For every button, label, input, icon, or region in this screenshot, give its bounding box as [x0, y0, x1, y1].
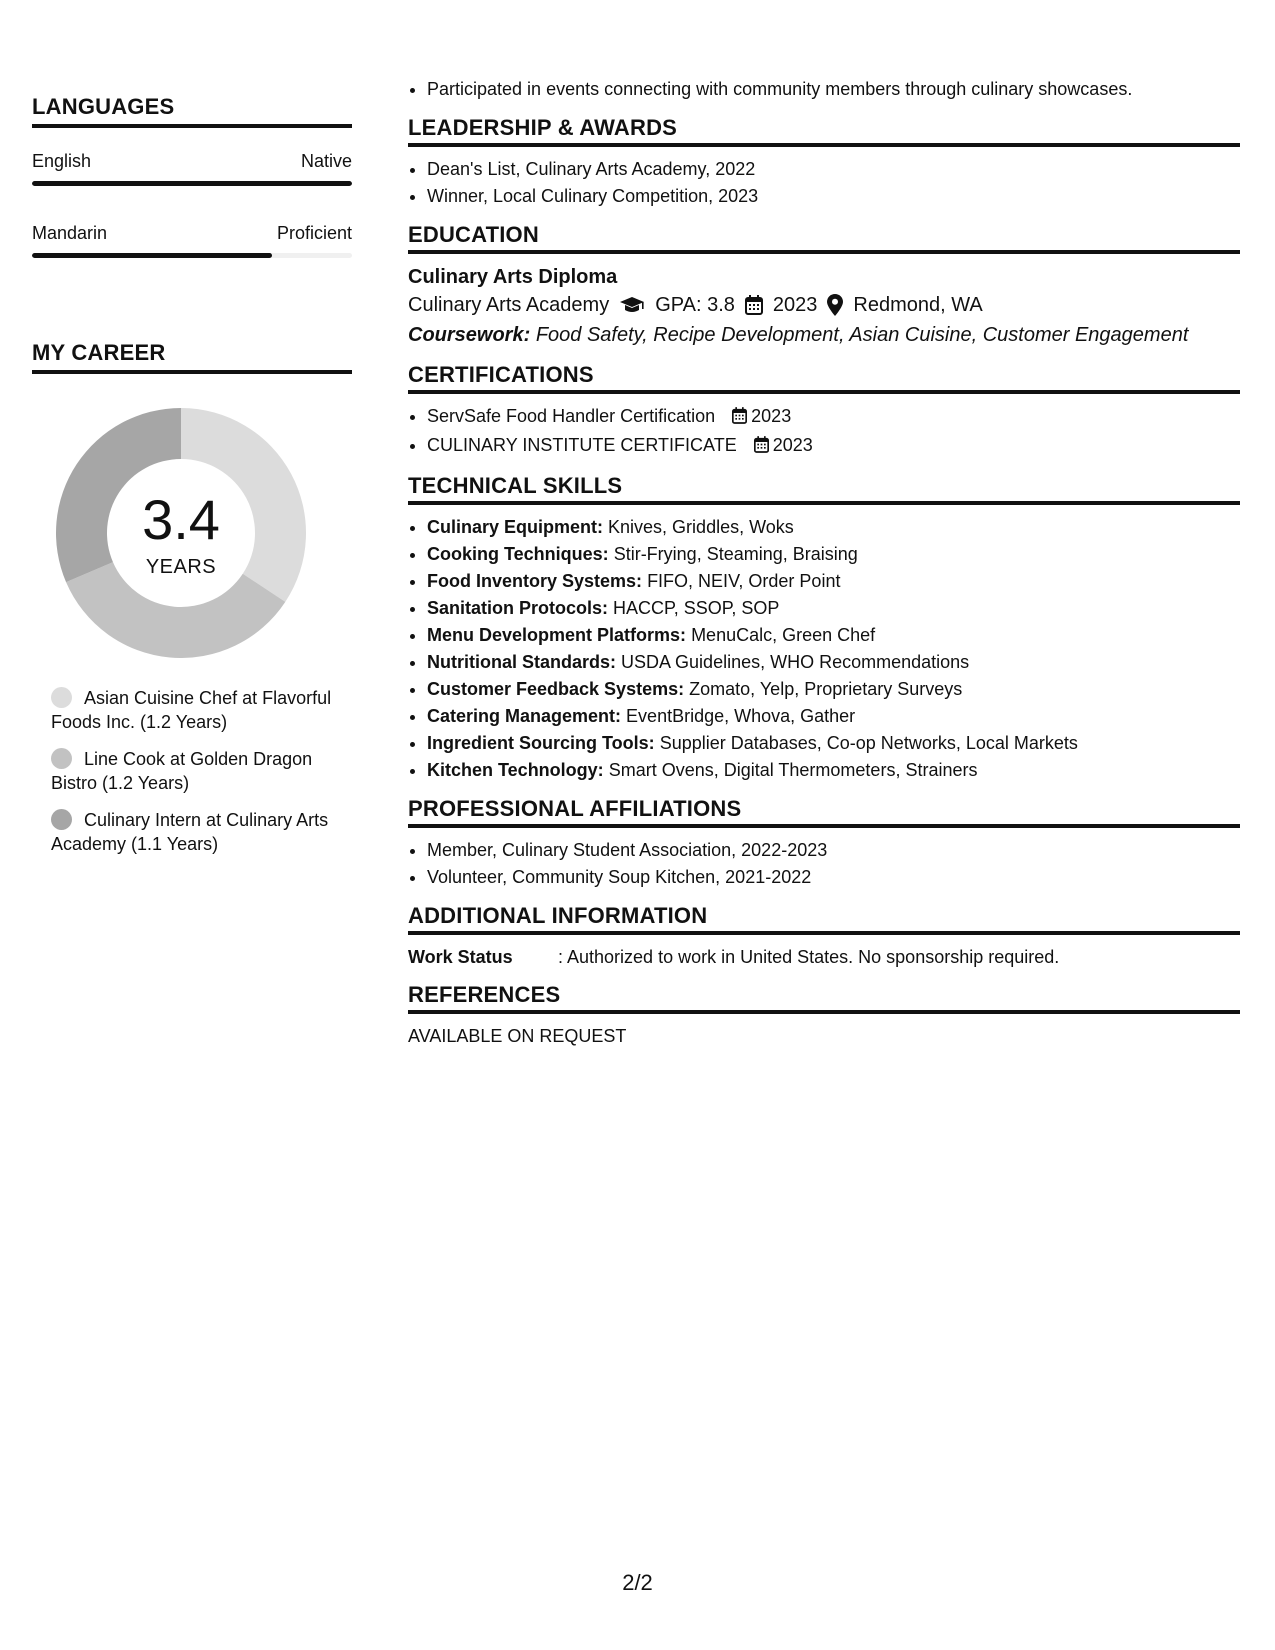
skill-value: MenuCalc, Green Chef: [691, 625, 876, 645]
language-name: Mandarin: [32, 223, 108, 243]
skill-value: USDA Guidelines, WHO Recommendations: [621, 652, 970, 672]
section-heading: CERTIFICATIONS: [408, 362, 1240, 394]
skill-item: [427, 730, 1240, 757]
list-item: • Member, Culinary Student Association, 2022-2023: [427, 837, 1240, 864]
list-item: • Dean's List, Culinary Arts Academy, 2022: [427, 156, 1240, 183]
career-legend-item: [51, 747, 341, 795]
education-section: [408, 222, 1240, 350]
skill-item: [427, 622, 1240, 649]
language-mandarin: [32, 222, 352, 258]
certifications-section: [408, 362, 1240, 461]
education-school: Culinary Arts Academy: [408, 294, 610, 316]
certification-name: ServSafe Food Handler Certification: [427, 406, 716, 426]
certification-year: 2023: [772, 435, 813, 455]
list-item: [427, 403, 1240, 432]
legend-swatch: [51, 687, 72, 708]
language-name: English: [32, 151, 92, 171]
page-number: 2/2: [622, 1570, 653, 1595]
skill-label: Catering Management:: [427, 706, 622, 726]
language-proficiency-bar: [32, 253, 352, 258]
education-year: 2023: [772, 294, 818, 316]
skill-value: Zomato, Yelp, Proprietary Surveys: [689, 679, 963, 699]
career-heading: MY CAREER: [32, 340, 352, 374]
skill-label: Sanitation Protocols:: [427, 598, 609, 618]
languages-heading: LANGUAGES: [32, 94, 352, 128]
affiliations-list: [408, 837, 1240, 891]
language-proficiency-fill: [32, 253, 272, 258]
coursework-label: Coursework:: [408, 324, 531, 346]
skill-label: Cooking Techniques:: [427, 544, 609, 564]
legend-label: Line Cook at Golden Dragon Bistro (1.2 Years): [51, 749, 313, 793]
skill-value: HACCP, SSOP, SOP: [613, 598, 780, 618]
section-heading: PROFESSIONAL AFFILIATIONS: [408, 796, 1240, 828]
education-gpa: GPA: 3.8: [655, 294, 735, 316]
additional-info-section: [408, 903, 1240, 970]
skills-list: [408, 514, 1240, 784]
section-heading: REFERENCES: [408, 982, 1240, 1014]
work-status-row: [408, 944, 1240, 970]
language-level: Native: [300, 151, 352, 171]
work-status-label: Work Status: [408, 947, 513, 967]
skill-item: [427, 676, 1240, 703]
skill-label: Customer Feedback Systems:: [427, 679, 685, 699]
leadership-list: [408, 156, 1240, 210]
legend-swatch: [51, 809, 72, 830]
sidebar: [32, 94, 352, 869]
section-heading: LEADERSHIP & AWARDS: [408, 115, 1240, 147]
skill-value: Smart Ovens, Digital Thermometers, Strainers: [608, 760, 978, 780]
education-meta: [408, 290, 1240, 320]
leadership-section: [408, 115, 1240, 210]
career-legend-item: [51, 686, 341, 734]
section-heading: ADDITIONAL INFORMATION: [408, 903, 1240, 935]
skill-label: Nutritional Standards:: [427, 652, 617, 672]
list-item: • Participated in events connecting with community members through culinary showcases.: [427, 76, 1240, 103]
references-text: AVAILABLE ON REQUEST: [408, 1026, 627, 1046]
skill-value: EventBridge, Whova, Gather: [626, 706, 856, 726]
certifications-list: [408, 403, 1240, 461]
legend-swatch: [51, 748, 72, 769]
map-pin-icon: [827, 294, 843, 316]
calendar-icon: [732, 405, 747, 432]
skill-value: Stir-Frying, Steaming, Braising: [613, 544, 858, 564]
list-item: • Volunteer, Community Soup Kitchen, 2021-2022: [427, 864, 1240, 891]
skill-label: Kitchen Technology:: [427, 760, 604, 780]
career-legend-item: [51, 808, 341, 856]
certification-name: CULINARY INSTITUTE CERTIFICATE: [427, 435, 737, 455]
skill-value: Knives, Griddles, Woks: [608, 517, 794, 537]
skill-label: Ingredient Sourcing Tools:: [427, 733, 655, 753]
career-total-years: 3.4: [142, 488, 220, 551]
work-status-value: : Authorized to work in United States. No sponsorship required.: [558, 947, 1060, 967]
education-degree: Culinary Arts Diploma: [408, 266, 618, 288]
education-coursework: [408, 320, 1240, 350]
career-donut-chart: [56, 408, 306, 658]
legend-label: Culinary Intern at Culinary Arts Academy (1.1 Years): [51, 810, 329, 854]
list-item: [427, 432, 1240, 461]
list-item: • Winner, Local Culinary Competition, 2023: [427, 183, 1240, 210]
affiliations-section: [408, 796, 1240, 891]
main-column: [408, 76, 1240, 1049]
skill-label: Food Inventory Systems:: [427, 571, 643, 591]
references-section: [408, 982, 1240, 1049]
skill-item: [427, 703, 1240, 730]
language-proficiency-fill: [32, 181, 352, 186]
skill-item: [427, 649, 1240, 676]
certification-year: 2023: [751, 406, 792, 426]
skill-item: [427, 514, 1240, 541]
language-proficiency-bar: [32, 181, 352, 186]
graduation-cap-icon: [619, 296, 645, 314]
experience-carryover-list: [408, 76, 1240, 103]
skill-item: [427, 568, 1240, 595]
calendar-icon: [745, 295, 763, 315]
section-heading: TECHNICAL SKILLS: [408, 473, 1240, 505]
skill-item: [427, 595, 1240, 622]
career-total-unit: YEARS: [145, 556, 217, 578]
skill-item: [427, 757, 1240, 784]
calendar-icon: [754, 434, 769, 461]
section-heading: EDUCATION: [408, 222, 1240, 254]
legend-label: Asian Cuisine Chef at Flavorful Foods Inc. (1.2 Years): [51, 688, 332, 732]
skill-label: Culinary Equipment:: [427, 517, 604, 537]
coursework-value: Food Safety, Recipe Development, Asian Cuisine, Customer Engagement: [535, 324, 1189, 346]
language-english: [32, 150, 352, 186]
skill-value: FIFO, NEIV, Order Point: [647, 571, 841, 591]
career-legend: [51, 686, 341, 856]
education-location: Redmond, WA: [853, 294, 983, 316]
skill-label: Menu Development Platforms:: [427, 625, 687, 645]
skills-section: [408, 473, 1240, 784]
skill-item: [427, 541, 1240, 568]
language-level: Proficient: [276, 223, 352, 243]
skill-value: Supplier Databases, Co-op Networks, Local Markets: [659, 733, 1078, 753]
